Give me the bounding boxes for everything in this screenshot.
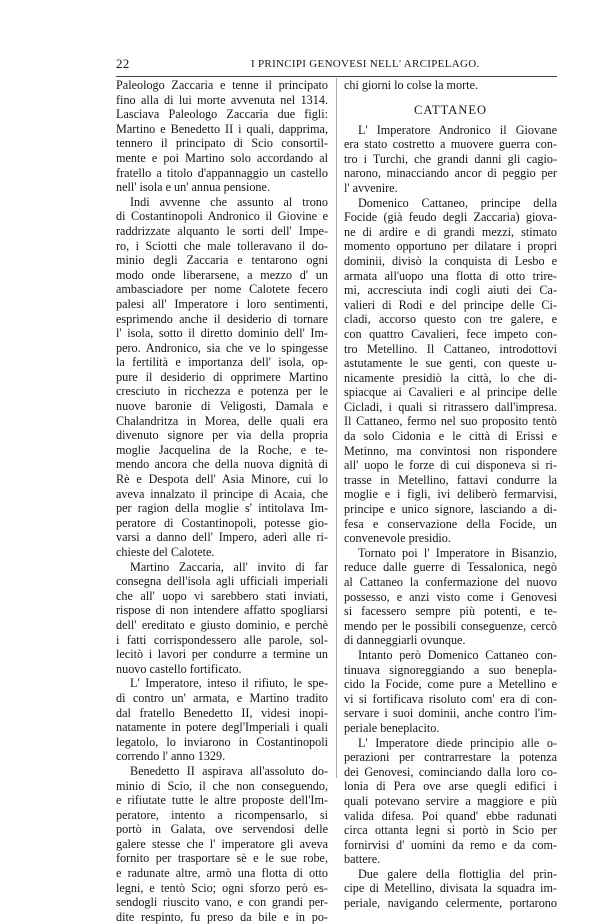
text-line: mendo ancora che della nuova dignità di <box>116 457 328 472</box>
right-column <box>344 78 557 911</box>
text-line: fratello a titolo d'appannaggio un castello <box>116 165 328 180</box>
text-line: dei Genovesi, cominciando dalla loro co- <box>344 764 557 779</box>
text-line: narono, minacciando ancor di peggio per <box>344 166 557 181</box>
text-line: L' Imperatore, inteso il rifiuto, le spe- <box>130 676 328 691</box>
text-line: nell' isola e un' annua pensione. <box>116 180 270 195</box>
text-line: ambasciadore per nome Calotete fecero <box>116 282 328 297</box>
text-line: sendogli riuscito vano, e con grandi per- <box>116 895 328 910</box>
text-line: mendo per le possibili conseguenze, cercò <box>344 618 557 633</box>
text-line: fornirvisi d' uomini da remo e da com- <box>344 837 557 852</box>
header-rule <box>116 76 557 77</box>
text-line: Domenico Cattaneo, principe della <box>358 195 557 210</box>
text-line: perazioni per contrarrestare la potenza <box>344 750 557 765</box>
text-line: battere. <box>344 852 381 867</box>
text-line: Focide (già feudo degli Zaccaria) giova- <box>344 210 557 225</box>
text-line: dominii, divisò la conquista di Lesbo e <box>344 253 557 268</box>
text-line: possesso, e anzi visto come i Genovesi <box>344 589 557 604</box>
text-line: portò in Galata, ove servendosi delle <box>116 822 328 837</box>
text-line: cresciuto in ricchezza e potenza per le <box>116 384 328 399</box>
text-line: tro Metellino. Il Cattaneo, introdottovi <box>344 341 557 356</box>
text-line: ro, i Sciotti che male tolleravano il do- <box>116 238 328 253</box>
text-line: Martino Zaccaria, all' invito di far <box>130 559 328 574</box>
text-line: e radunate altre, armò una flotta di otto <box>116 866 328 881</box>
text-line: mente e poi Martino solo accordando al <box>116 150 328 165</box>
text-line: Il Cattaneo, fermo nel suo proposito tentò <box>344 414 557 429</box>
text-line: cipe di Metellino, divisata la squadra im- <box>344 881 557 896</box>
page-header <box>116 56 556 76</box>
text-line: Due galere della flottiglia del prin- <box>358 866 557 881</box>
text-line: cladi, accorso questo con tre galere, e <box>344 312 557 327</box>
text-line: Intanto però Domenico Cattaneo con- <box>358 647 557 662</box>
text-line: lonia di Pera ove arse quegli edifici i <box>344 779 557 794</box>
text-line: reduce dalle guerre di Tessalonica, negò <box>344 560 557 575</box>
text-line: fesa e conservazione della Focide, un <box>344 516 557 531</box>
text-line: dal fratello Benedetto II, videsi inopi- <box>116 705 328 720</box>
right-column-text <box>344 123 557 911</box>
text-line: dite respinto, fu preso da bile e in po- <box>116 909 328 924</box>
text-line: l' avvenire. <box>344 180 398 195</box>
text-line: nuovo castello fortificato. <box>116 661 242 676</box>
text-line: rispose di non intendere affatto spogliarsi <box>116 603 328 618</box>
text-line: quali potevano servire a maggiore e più <box>344 793 557 808</box>
text-line: fornito per trasportare sè e le sue robe, <box>116 851 328 866</box>
text-line: Benedetto II aspirava all'assoluto do- <box>130 763 328 778</box>
text-line: servare i suoi dominii, anche contro l'im- <box>344 706 557 721</box>
text-line: pure il desiderio di opprimere Martino <box>116 369 328 384</box>
text-line: tennero il principato di Scio consortil- <box>116 136 328 151</box>
text-line: Lasciava Paleologo Zaccaria due figli: <box>116 107 328 122</box>
text-line: Cicladi, i quali si ritrassero dall'impresa. <box>344 399 557 414</box>
page-number: 22 <box>116 56 130 71</box>
text-line: natamente in potere degl'Imperiali i quali <box>116 720 328 735</box>
text-line: tro i Turchi, che grandi danni gli cagio- <box>344 151 557 166</box>
text-line: modo onde liberarsene, a mezzo d' un <box>116 267 328 282</box>
text-line: lecitò i lavori per condurre a termine un <box>116 647 328 662</box>
text-line: convenevole presidio. <box>344 531 451 546</box>
text-line: i fatti corrispondessero alle parole, sol- <box>116 632 328 647</box>
text-line: l' isola, sotto il diretto dominio dell' Im- <box>116 326 328 341</box>
text-line: Martino e Benedetto II i quali, dapprima, <box>116 121 328 136</box>
text-line: valida difesa. Poi quand' ebbe radunati <box>344 808 557 823</box>
text-line: galere stesse che l' imperatore gli aveva <box>116 836 328 851</box>
text-line: per ragion della moglie s' intitolava Im- <box>116 501 328 516</box>
text-line: tinuava signoreggiando a suo benepla- <box>344 662 557 677</box>
text-line: esprimendo anche il desiderio di tornare <box>116 311 328 326</box>
text-line: e rifiutate tutte le altre proposte dell'Im- <box>116 793 328 808</box>
text-line: minio di Scio, il che non conseguendo, <box>116 778 328 793</box>
text-line: raddrizzate alquanto le sorti dell' Impe- <box>116 223 328 238</box>
text-line: correndo l' anno 1329. <box>116 749 226 764</box>
text-line: Rè e Despota dell' Asia Minore, cui lo <box>116 472 328 487</box>
text-line: moglie Jacquelina de la Roche, e te- <box>116 442 328 457</box>
text-line: legatolo, lo inviarono in Costantinopoli <box>116 734 328 749</box>
text-line: cido la Focide, come pure a Metellino e <box>344 677 557 692</box>
running-head: I PRINCIPI GENOVESI NELL' ARCIPELAGO. <box>251 58 480 70</box>
text-line: valieri di Rodi e del principe delle Ci- <box>344 297 557 312</box>
text-line: minio degli Zaccaria e tentarono ogni <box>116 253 328 268</box>
text-line: divenuto signore per via della propria <box>116 428 328 443</box>
text-line: L' Imperatore diede principio alle o- <box>358 735 557 750</box>
text-line: vi si fortificava risoluto com' era di con- <box>344 691 557 706</box>
text-line: consegna dell'isola agli ufficiali imperiali <box>116 574 328 589</box>
text-line: nuove baronie di Veligosti, Damala e <box>116 399 328 414</box>
text-line: Metinno, ma convintosi non rispondere <box>344 443 557 458</box>
column-separator <box>336 78 337 778</box>
text-line: varsi a danno dell' Impero, aderì alle ri- <box>116 530 328 545</box>
text-line: astutamente le sue genti, con queste u- <box>344 356 557 371</box>
text-line: la fertilità e importanza dell' isola, op- <box>116 355 328 370</box>
text-line: L' Imperatore Andronico il Giovane <box>358 122 557 137</box>
text-line: si facessero sempre più potenti, e te- <box>344 604 557 619</box>
text-line: principe e unico signore, lasciando a di- <box>344 502 557 517</box>
text-line: moglie e i figli, ivi deliberò fermarvisi, <box>344 487 557 502</box>
text-line: legni, e tentò Scio; ogni sforzo però es- <box>116 880 328 895</box>
text-line: con quattro Cavalieri, fece impeto con- <box>344 326 557 341</box>
section-title: CATTANEO <box>414 102 487 117</box>
text-line: peratore, intento a ricompensarlo, si <box>116 807 328 822</box>
text-line: spiacque ai Cavalieri e al principe delle <box>344 385 557 400</box>
text-line: nicamente presidiò la città, lo che di- <box>344 370 557 385</box>
text-line: periale beneplacito. <box>344 720 440 735</box>
text-line: di Costantinopoli Andronico il Giovine e <box>116 209 328 224</box>
text-line: al Cattaneo la confermazione del nuovo <box>344 575 557 589</box>
text-line: mi, accresciuta indi cogli aiuti dei Ca- <box>344 283 557 298</box>
text-line: aveva innalzato il principe di Acaia, che <box>116 486 328 501</box>
text-line: ne di ardire e di grandi mezzi, stimato <box>344 224 557 239</box>
text-line: di danneggiarli ovunque. <box>344 633 466 648</box>
text-line: Tornato poi l' Imperatore in Bisanzio, <box>358 545 557 560</box>
text-line: Indi avvenne che assunto al trono <box>130 194 328 209</box>
text-line: dì contro un' armata, e Martino tradito <box>116 690 328 705</box>
text-line: periale, navigando celermente, portarono <box>344 896 557 911</box>
text-line: dell' ereditato e giusto dominio, e perchè <box>116 617 328 632</box>
text-line: palesi all' Imperatore i loro sentimenti, <box>116 296 328 311</box>
text-line: da solo Cidonia e le città di Erissi e <box>344 429 557 444</box>
text-line: trasse in Metellino, fattavi condurre la <box>344 472 557 487</box>
continuation-line: chi giorni lo colse la morte. <box>344 78 479 92</box>
text-line: armata all'uopo una flotta di otto trire- <box>344 268 557 283</box>
text-line: fino alla di lui morte avvenuta nel 1314. <box>116 92 328 107</box>
text-line: pero. Andronico, sia che ve lo spingesse <box>116 340 328 355</box>
text-line: circa ottanta legni si portò in Scio per <box>344 823 557 838</box>
text-line: Paleologo Zaccaria e tenne il principato <box>116 78 328 92</box>
text-line: Chalandritza in Morea, delle quali era <box>116 413 328 428</box>
text-line: che all' uopo vi sarebbero stati inviati, <box>116 588 328 603</box>
text-line: peratore di Costantinopoli, potesse gio- <box>116 515 328 530</box>
text-line: era stato costretto a muovere guerra con- <box>344 137 557 152</box>
text-line: momento opportuno per dilatare i propri <box>344 239 557 254</box>
left-column <box>116 78 328 924</box>
text-line: all' uopo le forze di cui disponeva si ri- <box>344 458 557 473</box>
text-line: chieste del Calotete. <box>116 545 215 559</box>
